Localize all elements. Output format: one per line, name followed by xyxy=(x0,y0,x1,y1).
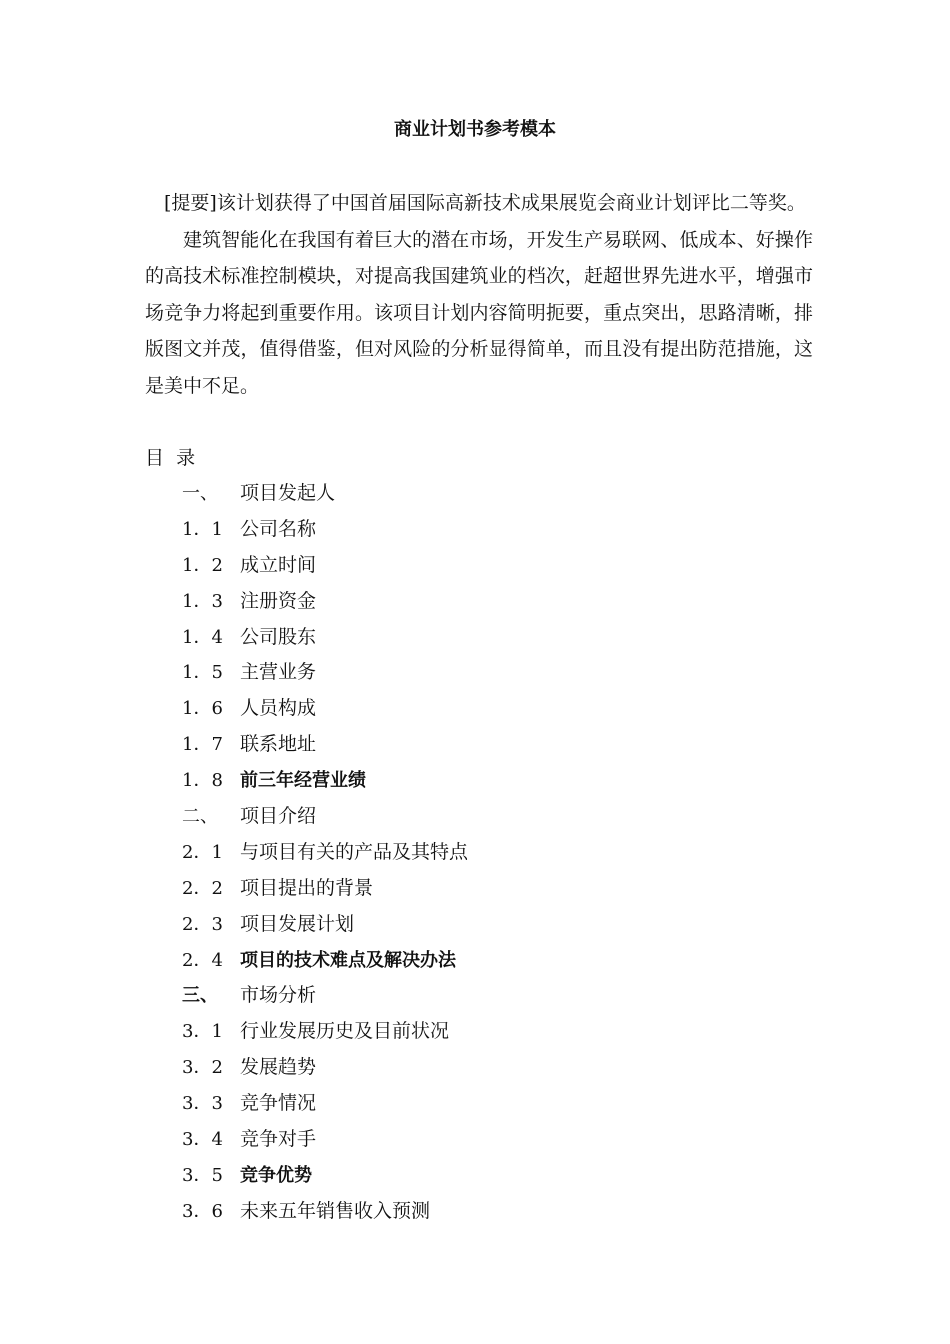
toc-item xyxy=(182,548,468,584)
toc-item xyxy=(182,727,468,763)
toc-item-number: 3．6 xyxy=(182,1200,223,1222)
toc-item-number: 1．4 xyxy=(182,626,223,648)
toc-item-number: 3．3 xyxy=(182,1093,223,1115)
toc-item-label: 项目介绍 xyxy=(240,805,317,828)
toc-heading: 目 录 xyxy=(145,447,196,469)
toc-item xyxy=(182,943,468,979)
toc-item xyxy=(182,835,468,871)
toc-item-number: 3．2 xyxy=(182,1057,223,1079)
toc-item-label: 发展趋势 xyxy=(240,1056,317,1079)
toc-item-label: 竞争对手 xyxy=(240,1128,317,1151)
toc-item-label: 项目发起人 xyxy=(240,482,336,504)
toc-item-label: 市场分析 xyxy=(240,984,317,1007)
toc-item-label: 前三年经营业绩 xyxy=(240,770,366,792)
document-title: 商业计划书参考模本 xyxy=(394,119,556,140)
toc-item-label: 竞争优势 xyxy=(240,1164,312,1186)
toc-item-label: 成立时间 xyxy=(240,553,317,576)
toc-item xyxy=(182,1158,468,1194)
toc-item-number: 2．1 xyxy=(182,841,223,863)
toc-item xyxy=(182,1086,468,1122)
toc-item xyxy=(182,763,468,799)
toc-item-label: 项目提出的背景 xyxy=(240,876,374,899)
toc-item-number: 1．8 xyxy=(182,770,223,792)
toc-item xyxy=(182,871,468,907)
toc-item-label: 公司名称 xyxy=(240,517,317,540)
toc-item-label: 主营业务 xyxy=(240,661,317,684)
toc-item-number: 1．3 xyxy=(182,590,223,612)
abstract-section xyxy=(145,185,813,404)
toc-item-number: 2．3 xyxy=(182,913,223,935)
toc-item-label: 与项目有关的产品及其特点 xyxy=(240,840,469,863)
toc-item xyxy=(182,655,468,691)
toc-item xyxy=(182,476,468,512)
toc-item xyxy=(182,1014,468,1050)
toc-item-number: 1．5 xyxy=(182,662,223,684)
table-of-contents xyxy=(182,476,468,1230)
abstract-note: [提要]该计划获得了中国首届国际高新技术成果展览会商业计划评比二等奖。 xyxy=(164,192,806,214)
toc-item-number: 1．6 xyxy=(182,698,223,720)
toc-item-label: 注册资金 xyxy=(240,589,317,612)
toc-item xyxy=(182,584,468,620)
toc-item-number: 一、 xyxy=(182,483,218,504)
toc-item-number: 3．4 xyxy=(182,1129,223,1151)
toc-item-label: 人员构成 xyxy=(240,697,317,720)
toc-item-number: 二、 xyxy=(182,806,218,828)
toc-item xyxy=(182,512,468,548)
toc-item-label: 项目的技术难点及解决办法 xyxy=(240,949,456,971)
toc-item-label: 行业发展历史及目前状况 xyxy=(240,1020,450,1043)
toc-item-number: 3．5 xyxy=(182,1164,223,1186)
toc-item-number: 2．4 xyxy=(182,949,223,971)
toc-item xyxy=(182,907,468,943)
toc-item-number: 1．1 xyxy=(182,518,223,540)
toc-item xyxy=(182,1194,468,1230)
toc-item xyxy=(182,978,468,1014)
toc-item-label: 项目发展计划 xyxy=(240,912,355,935)
toc-item xyxy=(182,1122,468,1158)
abstract-body: 建筑智能化在我国有着巨大的潜在市场，开发生产易联网、低成本、好操作的高技术标准控制模块，对提高我国建筑业的档次，赶超世界先进水平，增强市场竞争力将起到重要作用。该项目计划内容简明扼要，重点突出，思路清晰，排版图文并茂，值得借鉴，但对风险的分析显得简单，而且没有提出防范措施，这是美中不足。 xyxy=(145,228,813,397)
toc-item-number: 三、 xyxy=(182,985,218,1007)
toc-item-label: 联系地址 xyxy=(240,733,317,756)
toc-item-label: 未来五年销售收入预测 xyxy=(240,1199,431,1222)
toc-item-number: 3．1 xyxy=(182,1021,223,1043)
toc-item xyxy=(182,620,468,656)
toc-item xyxy=(182,1050,468,1086)
toc-item xyxy=(182,799,468,835)
toc-item-number: 1．2 xyxy=(182,554,223,576)
toc-item-number: 1．7 xyxy=(182,734,223,756)
toc-item-label: 竞争情况 xyxy=(240,1092,317,1115)
toc-item-label: 公司股东 xyxy=(240,625,317,648)
toc-item xyxy=(182,691,468,727)
toc-item-number: 2．2 xyxy=(182,877,223,899)
